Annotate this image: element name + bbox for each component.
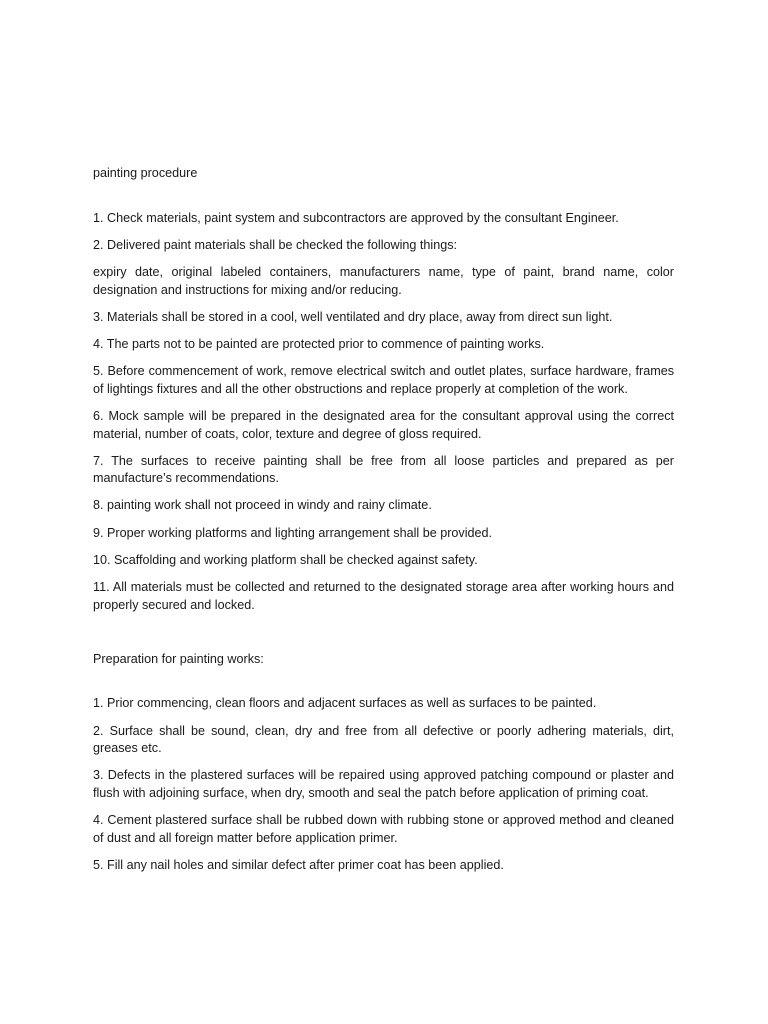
section-heading-painting-procedure: painting procedure <box>93 166 198 180</box>
preparation-item: 4. Cement plastered surface shall be rubbed down with rubbing stone or approved method and cleaned of dust and all foreign matter before application primer. <box>93 813 674 845</box>
preparation-item: 3. Defects in the plastered surfaces will be repaired using approved patching compound or plaster and flush with adjoining surface, when dry, smooth and seal the patch before application of priming coat. <box>93 768 674 800</box>
procedure-item: expiry date, original labeled containers, manufacturers name, type of paint, brand name, color designation and instructions for mixing and/or reducing. <box>93 264 674 297</box>
procedure-item: 4. The parts not to be painted are protected prior to commence of painting works. <box>93 336 545 351</box>
procedure-item: 3. Materials shall be stored in a cool, well ventilated and dry place, away from direct sun light. <box>93 309 613 324</box>
preparation-item: 5. Fill any nail holes and similar defect after primer coat has been applied. <box>93 857 504 872</box>
spacer <box>93 183 674 210</box>
procedure-item: 2. Delivered paint materials shall be checked the following things: <box>93 237 458 252</box>
procedure-item: 6. Mock sample will be prepared in the designated area for the consultant approval using the correct material, number of coats, color, texture and degree of gloss required. <box>93 408 674 441</box>
spacer <box>93 624 674 651</box>
procedure-item: 9. Proper working platforms and lighting arrangement shall be provided. <box>93 525 493 540</box>
section-heading-preparation: Preparation for painting works: <box>93 651 264 666</box>
preparation-item: 2. Surface shall be sound, clean, dry and free from all defective or poorly adhering materials, dirt, greases etc. <box>93 723 674 756</box>
procedure-item: 1. Check materials, paint system and subcontractors are approved by the consultant Engineer. <box>93 210 619 225</box>
procedure-item: 11. All materials must be collected and returned to the designated storage area after working hours and properly secured and locked. <box>93 580 674 612</box>
procedure-item: 8. painting work shall not proceed in windy and rainy climate. <box>93 498 432 513</box>
procedure-item: 7. The surfaces to receive painting shall be free from all loose particles and prepared as per manufacture’s recommendations. <box>93 453 674 486</box>
spacer <box>93 668 674 695</box>
procedure-item: 5. Before commencement of work, remove electrical switch and outlet plates, surface hardware, frames of lightings fixtures and all the other obstructions and replace properly at completion of the work. <box>93 364 674 396</box>
procedure-item: 10. Scaffolding and working platform shall be checked against safety. <box>93 552 478 567</box>
document-page <box>93 165 674 884</box>
preparation-item: 1. Prior commencing, clean floors and adjacent surfaces as well as surfaces to be painted. <box>93 696 597 711</box>
